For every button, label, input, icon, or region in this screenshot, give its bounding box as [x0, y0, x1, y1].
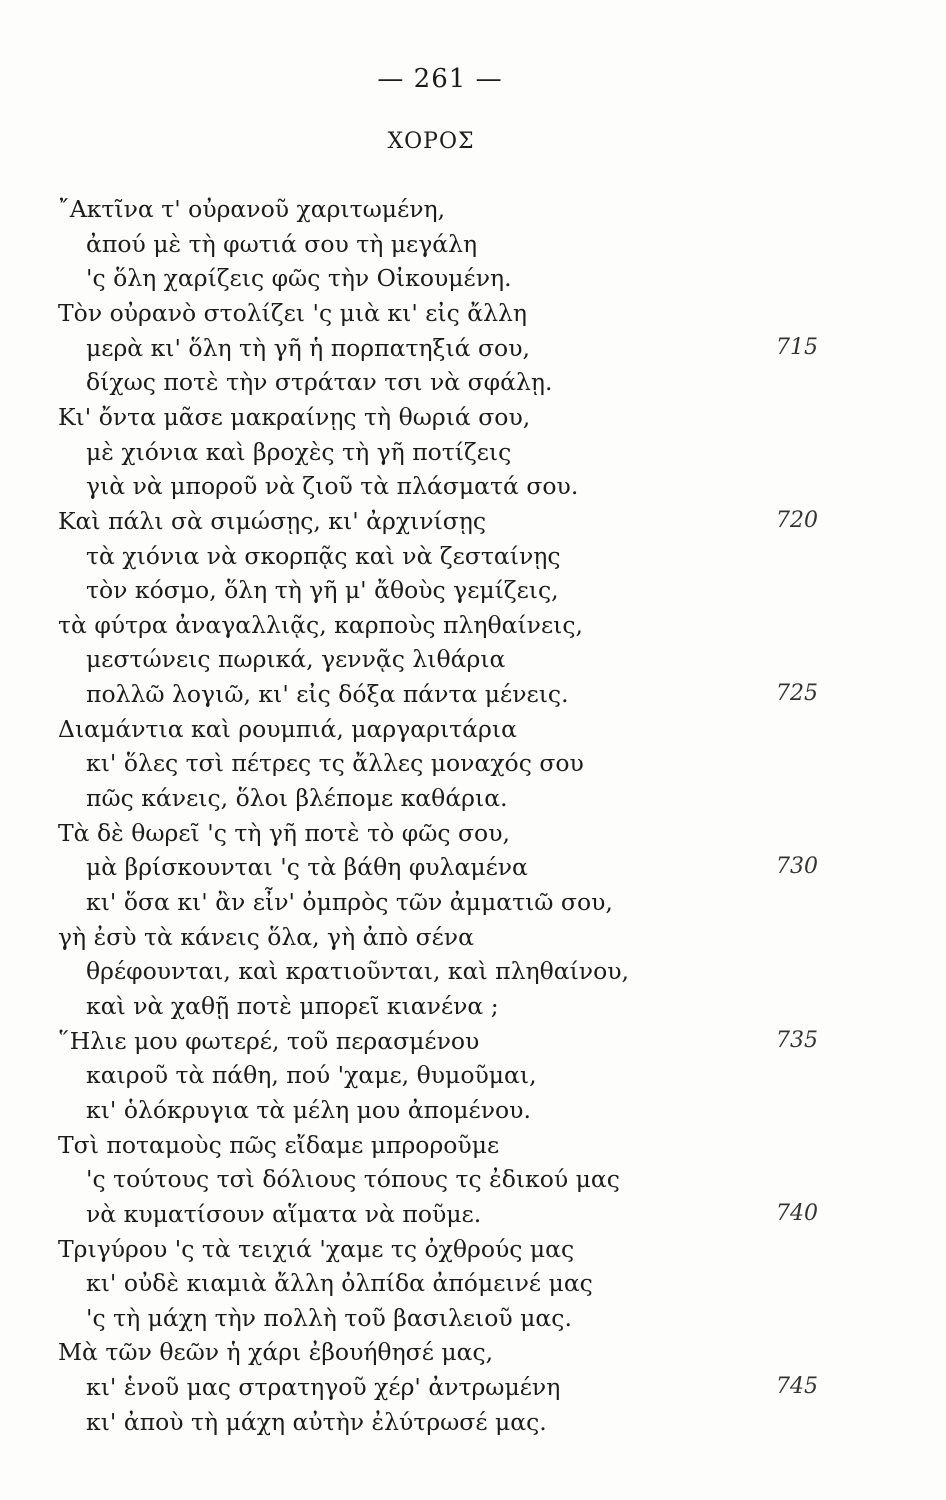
verse-line: κι' ἑνοῦ μας στρατηγοῦ χέρ' ἀντρωμένη — [86, 1373, 561, 1401]
verse-line: Τὸν οὐρανὸ στολίζει 'ς μιὰ κι' εἰς ἄλλη — [58, 299, 528, 327]
verse-line: κι' ὅλες τσὶ πέτρες τς ἄλλες μοναχός σου — [86, 749, 584, 777]
verse-line: μεστώνεις πωρικά, γεννᾷς λιθάρια — [86, 645, 506, 673]
verse-line: ῞Ηλιε μου φωτερέ, τοῦ περασμένου — [58, 1027, 480, 1055]
line-number: 740 — [776, 1201, 818, 1226]
line-number: 745 — [776, 1374, 818, 1399]
verse-line: θρέφουνται, καὶ κρατιοῦνται, καὶ πληθαίνου, — [86, 957, 629, 985]
verse-line: γὴ ἐσὺ τὰ κάνεις ὅλα, γὴ ἀπὸ σένα — [58, 923, 474, 951]
verse-line: καὶ νὰ χαθῇ ποτὲ μπορεῖ κιανένα ; — [86, 992, 499, 1020]
verse-line: Τσὶ ποταμοὺς πῶς εἴδαμε μπροροῦμε — [58, 1131, 500, 1159]
verse-line: ἀπού μὲ τὴ φωτιά σου τὴ μεγάλη — [86, 230, 478, 258]
verse-line: Κι' ὄντα μᾶσε μακραίνῃς τὴ θωριά σου, — [58, 403, 531, 431]
line-number: 730 — [776, 854, 818, 879]
verse-line: κι' ὅσα κι' ἂν εἶν' ὀμπρὸς τῶν ἀμματιῶ σου, — [86, 888, 613, 916]
verse-line: Τριγύρου 'ς τὰ τειχιά 'χαμε τς ὀχθρούς μας — [58, 1235, 575, 1263]
verse-line: 'ς τὴ μάχη τὴν πολλὴ τοῦ βασιλειοῦ μας. — [86, 1304, 572, 1332]
section-heading: ΧΟΡΟΣ — [387, 129, 475, 154]
page-number: — 261 — — [377, 64, 503, 94]
line-number: 725 — [776, 681, 818, 706]
line-number: 735 — [776, 1028, 818, 1053]
verse-line: νὰ κυματίσουν αἵματα νὰ ποῦμε. — [86, 1200, 482, 1228]
verse-line: δίχως ποτὲ τὴν στράταν τσι νὰ σφάλῃ. — [86, 368, 553, 396]
verse-line: καιροῦ τὰ πάθη, πού 'χαμε, θυμοῦμαι, — [86, 1061, 537, 1089]
verse-line: Μὰ τῶν θεῶν ἡ χάρι ἐβουήθησέ μας, — [58, 1338, 494, 1366]
verse-line: 'ς τούτους τσὶ δόλιους τόπους τς ἐδικού μας — [86, 1165, 620, 1193]
verse-line: ῎Ακτῖνα τ' οὐρανοῦ χαριτωμένη, — [58, 195, 446, 223]
verse-line: τὰ χιόνια νὰ σκορπᾷς καὶ νὰ ζεσταίνῃς — [86, 542, 561, 570]
verse-line: Καὶ πάλι σὰ σιμώσῃς, κι' ἀρχινίσῃς — [58, 507, 487, 535]
verse-line: 'ς ὅλη χαρίζεις φῶς τὴν Οἰκουμένη. — [86, 264, 512, 292]
verse-line: πολλῶ λογιῶ, κι' εἰς δόξα πάντα μένεις. — [86, 680, 569, 708]
verse-line: πῶς κάνεις, ὅλοι βλέπομε καθάρια. — [86, 784, 508, 812]
verse-line: μὰ βρίσκουνται 'ς τὰ βάθη φυλαμένα — [86, 853, 528, 881]
verse-line: Διαμάντια καὶ ρουμπιά, μαργαριτάρια — [58, 715, 517, 743]
line-number: 715 — [776, 335, 818, 360]
verse-line: τὰ φύτρα ἀναγαλλιᾷς, καρποὺς πληθαίνεις, — [58, 611, 583, 639]
verse-line: μὲ χιόνια καὶ βροχὲς τὴ γῆ ποτίζεις — [86, 438, 512, 466]
verse-line: μερὰ κι' ὅλη τὴ γῆ ἡ πορπατηξιά σου, — [86, 334, 530, 362]
line-number: 720 — [776, 508, 818, 533]
verse-line: Τὰ δὲ θωρεῖ 'ς τὴ γῆ ποτὲ τὸ φῶς σου, — [58, 819, 510, 847]
verse-line: τὸν κόσμο, ὅλη τὴ γῆ μ' ἄθοὺς γεμίζεις, — [86, 576, 559, 604]
verse-line: κι' οὐδὲ κιαμιὰ ἄλλη ὀλπίδα ἀπόμεινέ μας — [86, 1269, 593, 1297]
verse-line: κι' ἀποὺ τὴ μάχη αὐτὴν ἐλύτρωσέ μας. — [86, 1408, 547, 1436]
verse-line: γιὰ νὰ μποροῦ νὰ ζιοῦ τὰ πλάσματά σου. — [86, 472, 579, 500]
verse-line: κι' ὁλόκρυγια τὰ μέλη μου ἀπομένου. — [86, 1096, 531, 1124]
